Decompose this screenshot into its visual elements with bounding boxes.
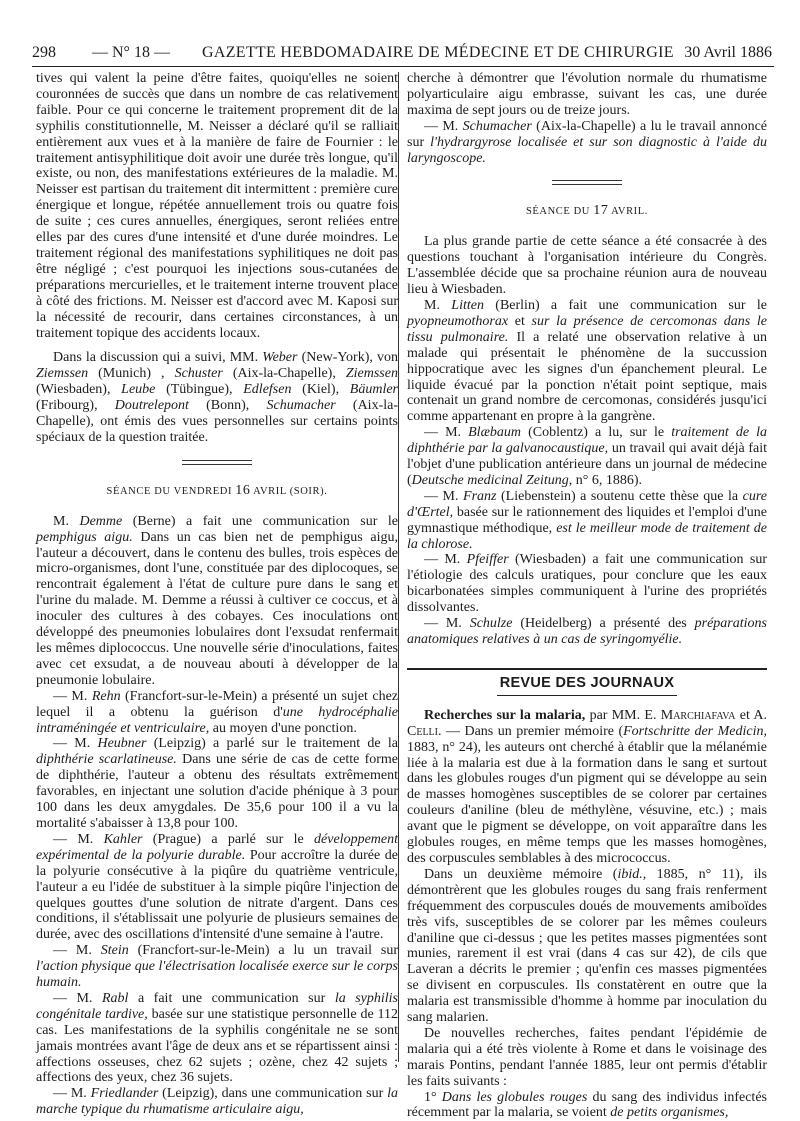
paragraph-kahler: — M. Kahler (Prague) a parlé sur le développement expérimental de la polyurie durable. Pour accroître la durée de la polyurie consécutive à la piqûre du quatrième ventricule, l'auteur a eu l'idée de substituer à la simple piqûre l'injection de quelques gouttes d'une solution de nitrate d'argent. Dans ces conditions, il s'établissait une polyurie de plusieurs semaines de durée, avec des oscillations d'intensité d'une semaine à l'autre.	[36, 831, 398, 943]
paragraph-blaebaum: — M. Blæbaum (Coblentz) a lu, sur le traitement de la diphthérie par la galvanocaustique, un travail qui avait déjà fait l'objet d'une publication antérieure dans un journal de médecine (Deutsche medicinal Zeitung, n° 6, 1886).	[407, 425, 768, 488]
running-header	[32, 40, 774, 67]
page-number: 298	[32, 44, 56, 61]
section-heading-seance-17: SÉANCE DU 17 AVRIL.	[525, 203, 649, 219]
section-separator	[182, 460, 252, 465]
issue-number: — N° 18 —	[92, 44, 170, 61]
left-column	[36, 71, 398, 1118]
paragraph-discussion: Dans la discussion qui a suivi, MM. Weber (New-York), von Ziemssen (Munich) , Schuster (Aix-la-Chapelle), Ziemssen (Wiesbaden), Leube (Tübingue), Edlefsen (Kiel), Bäumler (Fribourg), Doutrelepont (Bonn), Schumacher (Aix-la-Chapelle), ont émis des vues personnelles sur certains points spéciaux de la question traitée.	[36, 350, 398, 445]
paragraph-congres: La plus grande partie de cette séance a été consacrée à des questions touchant à l'organisation intérieure du Congrès. L'assemblée décide que sa prochaine réunion aura de nouveau lieu à Wiesbaden.	[407, 234, 767, 298]
paragraph-deuxieme-memoire: Dans un deuxième mémoire (ibid., 1885, n° 11), ils démontrèrent que les globules rouges du sang frais renferment fréquemment des corpuscules doués de mouvements amiboïdes très vifs, susceptibles de se colorer par les mêmes couleurs d'aniline que ci-dessus ; que les petites masses pigmentées sont munies, rarement il est vrai (dans 4 cas sur 42), de cils que Laveran a décrits le premier ; qu'enfin ces masses pigmentées se divisent en corpuscules. Ils constatèrent en outre que la malaria est transmissible d'homme à homme par inoculation du sang malarien.	[407, 866, 767, 1026]
section-title-revue: REVUE DES JOURNAUX	[499, 674, 675, 691]
paragraph-franz: — M. Franz (Liebenstein) a soutenu cette thèse que la cure d'Œrtel, basée sur le rationnement des liquides et l'emploi d'une gymnastique méthodique, est le meilleur mode de traitement de la chlorose.	[407, 488, 767, 552]
paragraph-rabl: — M. Rabl a fait une communication sur la syphilis congénitale tardive, basée sur une statistique personnelle de 112 cas. Les manifestations de la syphilis congénitale ne se sont jamais montrées avant l'âge de deux ans et se répartissent ainsi : affections osseuses, chez 62 sujets ; ozène, chez 42 sujets ; affections des yeux, chez 36 sujets.	[36, 990, 398, 1086]
paragraph-friedlander: — M. Friedlander (Leipzig), dans une communication sur la marche typique du rhumatisme articulaire aigu,	[36, 1086, 398, 1118]
paragraph-demme: M. Demme (Berne) a fait une communication sur le pemphigus aigu. Dans un cas bien net de pemphigus aigu, l'auteur a découvert, dans le contenu des bulles, trois espèces de micro-organismes, dont l'une, constituée par des diplocoques, se rencontrait également à l'état de culture pure dans le sang et l'urine du malade. M. Demme a réussi à cultiver ce coccus, et à inoculer des cultures à des cobayes. Ces inoculations ont développé des pneumonies lobulaires dont l'exsudat renfermait les mêmes diplococcus. Une nouvelle série d'inoculations, faites avec cet exsudat, a de nouveau abouti à développer de la pneumonie lobulaire.	[36, 513, 398, 688]
section-heading-seance-16: SÉANCE DU VENDREDI 16 AVRIL (SOIR).	[106, 482, 328, 498]
paragraph-pfeiffer: — M. Pfeiffer (Wiesbaden) a fait une communication sur l'étiologie des calculs uratiques, pour conclure que les eaux bicarbonatées simples communiquent à l'urine des propriétés dissolvantes.	[407, 552, 767, 616]
paragraph-rehn: — M. Rehn (Francfort-sur-le-Mein) a présenté un sujet chez lequel il a obtenu la guérison d'une hydrocéphalie intraméningée et ventriculaire, au moyen d'une ponction.	[36, 688, 398, 736]
paragraph-nouvelles-recherches: De nouvelles recherches, faites pendant l'épidémie de malaria qui a été très violente à Rome et dans le voisinage des marais Pontins, pendant l'année 1885, leur ont permis d'établir les faits suivants :	[407, 1025, 767, 1089]
issue-date: 30 Avril 1886	[684, 44, 772, 61]
paragraph-neisser: tives qui valent la peine d'être faites, quoiqu'elles ne soient couronnées de succès que dans un nombre de cas relativement faible. Pour ce qui concerne le traitement proprement dit de la syphilis constitutionnelle, M. Neisser a déclaré qu'il se ralliait entièrement aux vues et à la manière de faire de Fournier : le traitement antisyphilitique doit avoir une durée très longue, qu'il existe, ou non, des manifestations extérieures de la maladie. M. Neisser est partisan du traitement dit intermittent : première cure énergique et longue, répétée annuellement trois ou quatre fois de suite ; ces cures annuelles, énergiques, seront reliées entre elles par des cures d'une intensité et d'une durée moindres. Le traitement régional des manifestations syphilitiques ne doit pas être négligé ; c'est pourquoi les injections sous-cutanées de préparations mercurielles, et le traitement interne trouvent place à côté des frictions. M. Neisser est d'accord avec M. Kaposi sur la nécessité de recourir, dans certaines circonstances, à un traitement topique des accidents locaux.	[36, 71, 398, 341]
paragraph-litten: M. Litten (Berlin) a fait une communication sur le pyopneumothorax et sur la présence de cercomonas dans le tissu pulmonaire. Il a relaté une observation relative à un malade qui présentait le phénomène de la succussion hippocratique avec les signes d'un épanchement pleural. Le liquide évacué par la ponction n'était point septique, mais contenait un grand nombre de cercomonas, considérés jusqu'ici comme appartenant en propre à la gangrène.	[407, 297, 767, 425]
column-divider	[398, 72, 399, 1062]
paragraph-schumacher: — M. Schumacher (Aix-la-Chapelle) a lu le travail annoncé sur l'hydrargyrose localisée et sur son diagnostic à l'aide du laryngoscope.	[407, 118, 768, 166]
section-rule	[407, 668, 767, 670]
right-column	[407, 71, 767, 1121]
section-separator	[552, 180, 622, 185]
paragraph-stein: — M. Stein (Francfort-sur-le-Mein) a lu un travail sur l'action physique que l'électrisation localisée exerce sur le corps humain.	[36, 943, 398, 991]
paragraph-schulze: — M. Schulze (Heidelberg) a présenté des préparations anatomiques relatives à un cas de syringomyélie.	[407, 616, 767, 647]
paragraph-point-1: 1° Dans les globules rouges du sang des individus infectés récemment par la malaria, se voient de petits organismes,	[407, 1089, 767, 1121]
paragraph-recherches-malaria: Recherches sur la malaria, par MM. E. Marchiafava et A. Celli. — Dans un premier mémoire (Fortschritte der Medicin, 1883, n° 24), les auteurs ont cherché à établir que la mélanémie liée à la malaria est due à la formation dans le sang et surtout dans les globules rouges d'un pigment qui se développe au sein de masses homogènes susceptibles de se colorer par certaines couleurs d'aniline (bleu de méthylène, vésuvine, etc.) ; mais avant que le pigment se développe, on voit apparaître dans les globules rouges, en même temps que les masses homogènes, des corpuscules semblables à des micrococcus.	[407, 707, 767, 866]
paragraph-friedlander-cont: cherche à démontrer que l'évolution normale du rhumatisme polyarticulaire aigu embrasse, suivant les cas, une durée maxima de sept jours ou de treize jours.	[407, 71, 767, 118]
paragraph-heubner: — M. Heubner (Leipzig) a parlé sur le traitement de la diphthérie scarlatineuse. Dans une série de cas de cette forme de diphthérie, l'auteur a obtenu des résultats extrêmement favorables, en injectant une solution d'acide phénique à 3 pour 100 dans les deux amygdales. De 35,6 pour 100 il a vu la mortalité s'abaisser à 13,8 pour 100.	[36, 736, 399, 831]
section-title-underline	[497, 695, 677, 696]
journal-title: GAZETTE HEBDOMADAIRE DE MÉDECINE ET DE CHIRURGIE	[202, 44, 674, 61]
